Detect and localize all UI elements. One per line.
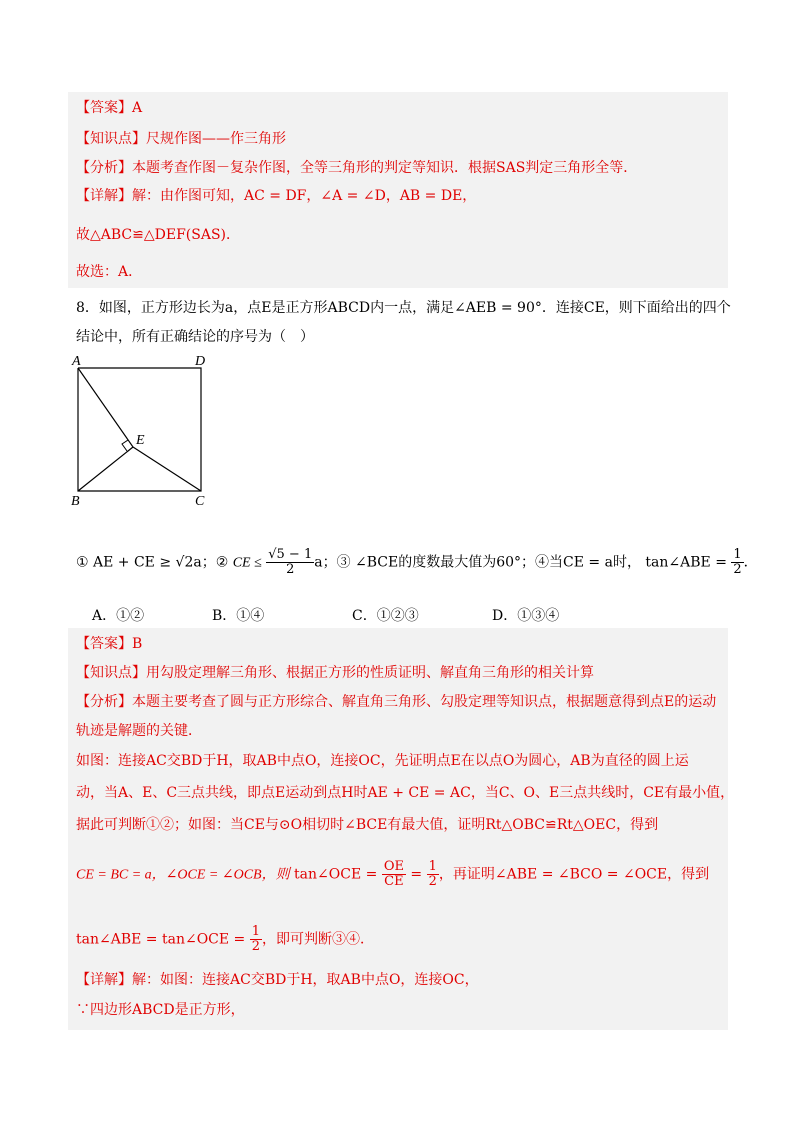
fraction-numerator: 1 <box>428 859 437 874</box>
conclusion-end: ． <box>743 554 758 571</box>
conclusion-4-lhs: tan∠ABE = <box>645 554 727 571</box>
analysis-l6-start: CE = BC = a，∠OCE = ∠OCB，则 <box>76 867 290 883</box>
q8-analysis-line4: 动，当A、E、C三点共线，即点E运动到点H时AE + CE = AC，当C、O、E三点共线时，CE有最小值， <box>76 785 735 801</box>
q7-analysis-line <box>76 158 637 178</box>
detail-tag: 【详解】 <box>76 972 132 988</box>
q8-analysis-line6 <box>76 860 709 889</box>
fraction-denominator: 2 <box>428 874 437 889</box>
fraction-denominator: 2 <box>251 939 261 954</box>
option-a[interactable]: A．①② <box>92 608 145 624</box>
knowledge-value: 用勾股定理解三角形、根据正方形的性质证明、解直角三角形的相关计算 <box>146 665 594 681</box>
answer-tag: 【答案】 <box>76 100 132 116</box>
q7-choose-line: 故选：A． <box>76 264 143 280</box>
oe-over-ce-fraction <box>382 860 406 889</box>
q8-knowledge-line <box>76 663 594 683</box>
option-d[interactable]: D．①③④ <box>492 608 560 624</box>
q8-analysis-line3: 如图：连接AC交BD于H，取AB中点O，连接OC，先证明点E在以点O为圆心，AB为直径的圆上运 <box>76 753 689 769</box>
detail-text: 解：由作图可知，AC = DF，∠A = ∠D，AB = DE， <box>132 188 477 204</box>
answer-value: B <box>132 636 143 652</box>
analysis-tag: 【分析】 <box>76 160 132 176</box>
detail-tag: 【详解】 <box>76 188 132 204</box>
conclusion-2-3-tail: a；③ ∠BCE的度数最大值为60°；④当CE = a时， <box>314 554 641 571</box>
square-figure <box>68 352 218 512</box>
one-half-fraction <box>427 860 439 889</box>
option-c[interactable]: C．①②③ <box>352 608 419 624</box>
segment-BE <box>78 447 133 491</box>
fraction-denominator: 2 <box>286 562 295 577</box>
conclusion-2-fraction <box>266 548 314 577</box>
label-E: E <box>136 433 145 448</box>
q8-stem-line2: 结论中，所有正确结论的序号为（ ） <box>76 329 314 345</box>
analysis-text: 本题考查作图－复杂作图，全等三角形的判定等知识．根据SAS判定三角形全等． <box>132 160 638 176</box>
label-C: C <box>195 494 205 509</box>
fraction-numerator: 1 <box>251 924 261 939</box>
q8-analysis-line1 <box>76 692 716 712</box>
knowledge-tag: 【知识点】 <box>76 131 146 147</box>
q8-analysis-line2: 轨迹是解题的关键． <box>76 723 202 739</box>
analysis-tag: 【分析】 <box>76 694 132 710</box>
option-b[interactable]: B．①④ <box>212 608 265 624</box>
square-outline <box>78 368 201 491</box>
segment-AE <box>78 368 133 447</box>
conclusion-1: ① AE + CE ≥ √2a；② <box>76 554 229 571</box>
q8-detail-line <box>76 970 479 990</box>
q7-conclusion-line: 故△ABC≌△DEF(SAS)． <box>76 227 241 243</box>
q8-answer-line <box>76 634 142 654</box>
q8-analysis-line5: 据此可判断①②；如图：当CE与⊙O相切时∠BCE有最大值，证明Rt△OBC≌Rt△OEC，得到 <box>76 817 659 833</box>
q7-knowledge-line <box>76 129 286 149</box>
answer-tag: 【答案】 <box>76 636 132 652</box>
q7-detail-line <box>76 186 476 206</box>
q7-answer-line <box>76 98 142 118</box>
conclusion-2-lhs: CE ≤ <box>232 555 262 571</box>
fraction-numerator: OE <box>383 859 404 874</box>
fraction-numerator: √5 − 1 <box>268 547 313 562</box>
segment-CE <box>133 447 201 491</box>
analysis-l6-lhs: tan∠OCE = <box>294 866 378 883</box>
q8-stem-line1: 8．如图，正方形边长为a，点E是正方形ABCD内一点，满足∠AEB = 90°．连接CE，则下面给出的四个 <box>76 300 731 316</box>
label-D: D <box>195 354 206 369</box>
analysis-l6-end: ，再证明∠ABE = ∠BCO = ∠OCE，得到 <box>438 866 710 883</box>
one-half-fraction <box>250 925 262 954</box>
q8-conclusions <box>76 548 758 577</box>
detail-text: 解：如图：连接AC交BD于H，取AB中点O，连接OC， <box>132 972 479 988</box>
analysis-text: 本题主要考查了圆与正方形综合、解直角三角形、勾股定理等知识点，根据题意得到点E的运动 <box>132 694 717 710</box>
knowledge-tag: 【知识点】 <box>76 665 146 681</box>
right-angle-mark <box>122 440 128 451</box>
q8-analysis-line7 <box>76 925 374 954</box>
equals-sign: = <box>410 866 423 883</box>
conclusion-4-fraction <box>731 548 743 577</box>
label-B: B <box>71 494 80 509</box>
knowledge-value: 尺规作图——作三角形 <box>146 131 286 147</box>
analysis-l7-end: ，即可判断③④． <box>262 931 375 948</box>
label-A: A <box>72 354 81 369</box>
analysis-l7-lhs: tan∠ABE = tan∠OCE = <box>76 931 246 948</box>
q8-detail-line2: ∵四边形ABCD是正方形， <box>76 1002 245 1018</box>
fraction-denominator: 2 <box>733 562 742 577</box>
answer-value: A <box>132 100 143 116</box>
fraction-denominator: CE <box>384 874 404 889</box>
fraction-numerator: 1 <box>733 547 742 562</box>
